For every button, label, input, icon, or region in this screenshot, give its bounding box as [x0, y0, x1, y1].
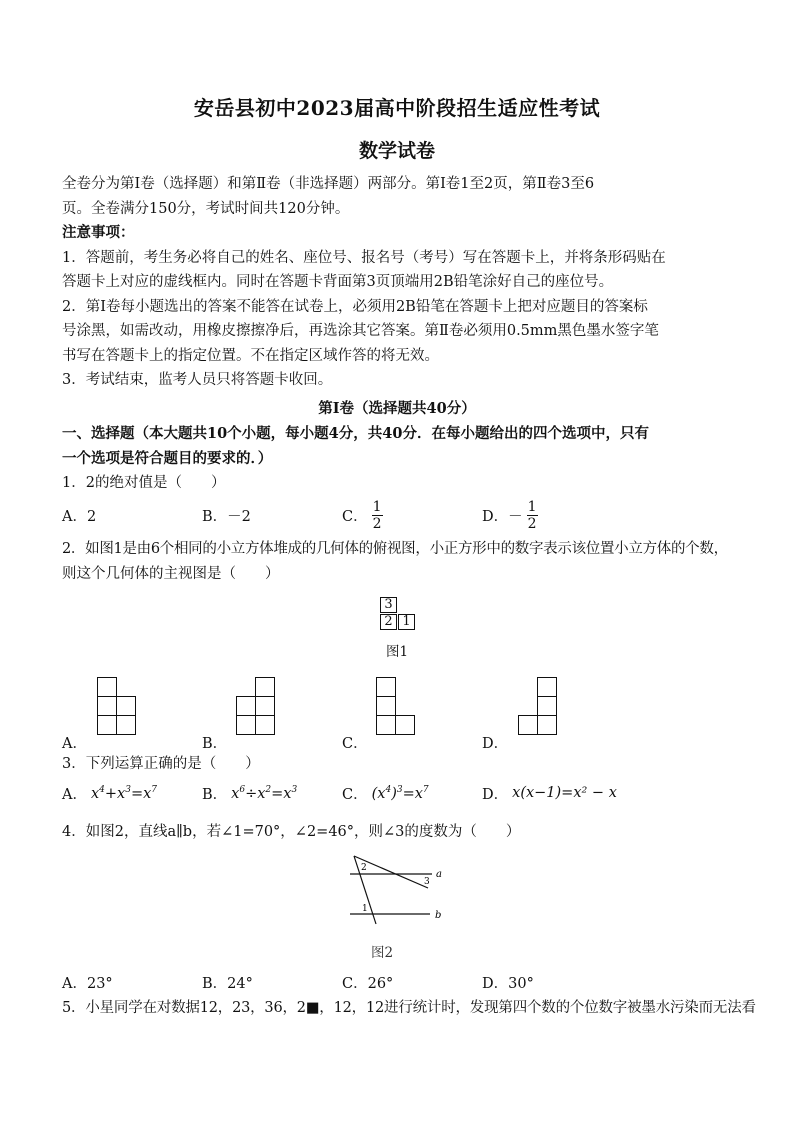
- cube-square: [255, 696, 275, 716]
- q3-options: [62, 778, 738, 808]
- q2-option-d-label: D．: [482, 736, 509, 752]
- expr-exponent: 7: [151, 784, 158, 795]
- q3-stem: [62, 752, 738, 777]
- angle-1-label: 1: [362, 904, 368, 914]
- q1-option-c-label: C．: [342, 508, 368, 525]
- notice-line: 1．答题前，考生务必将自己的姓名、座位号、报名号（考号）写在答题卡上，并将条形码贴在: [62, 249, 666, 266]
- intro-line: 页。全卷满分150分，考试时间共120分钟。: [62, 200, 350, 217]
- grid-cell: 2: [380, 614, 397, 630]
- q2-option-a-label: A．: [62, 736, 87, 752]
- q3-option-a: [62, 778, 157, 808]
- notice-heading: 注意事项：: [62, 224, 135, 241]
- grid-cell: 1: [398, 614, 415, 630]
- expr-exponent: 3: [125, 784, 131, 795]
- expr-part: =x: [402, 785, 423, 802]
- q5-stem-line: 5．小星同学在对数据12，23，36，2■，12，12进行统计时，发现第四个数的个位数字被墨水污染而无法看: [62, 1000, 756, 1016]
- cube-square: [537, 715, 557, 735]
- cube-square: [376, 696, 396, 716]
- q3-option-b: [202, 778, 297, 808]
- expr-part: =x: [130, 785, 152, 802]
- figure-1-caption: 图1: [386, 644, 409, 660]
- q1-stem: 1．2的绝对值是（ ）: [62, 475, 226, 491]
- q2-option-b-label: B．: [202, 736, 228, 752]
- q3-option-c: [342, 778, 429, 808]
- q1-options: [62, 495, 738, 535]
- cube-square: [97, 677, 117, 697]
- q2-stem: [62, 537, 738, 586]
- exam-title: 安岳县初中2023届高中阶段招生适应性考试: [193, 96, 601, 120]
- cube-square: [255, 677, 275, 697]
- exam-subtitle: 数学试卷: [358, 140, 435, 162]
- expr-exponent: 4: [99, 784, 105, 795]
- q4-option-c: C．26°: [342, 975, 394, 992]
- notice-line: 号涂黑，如需改动，用橡皮擦擦净后，再选涂其它答案。第Ⅱ卷必须用0.5mm黑色墨水签字笔: [62, 323, 659, 339]
- cube-square: [236, 696, 256, 716]
- cube-square: [97, 696, 117, 716]
- expr-exponent: 3: [291, 784, 298, 795]
- cube-square: [116, 696, 136, 716]
- q4-option-b: B．24°: [202, 975, 253, 992]
- q1-option-d: [482, 495, 538, 535]
- fraction-denominator: 2: [372, 515, 382, 532]
- q4-option-a: A．23°: [62, 975, 113, 992]
- q2-stem-line: 则这个几何体的主视图是（ ）: [62, 565, 280, 582]
- q3-option-a-expr: [91, 785, 157, 802]
- q3-option-d-expr: x(x−1)=x² − x: [512, 785, 617, 801]
- expr-exponent: 7: [422, 784, 429, 795]
- grid-cell: 3: [380, 597, 397, 613]
- q3-option-b-expr: [231, 785, 297, 802]
- expr-part: ÷x: [245, 785, 266, 802]
- notice-line: 2．第Ⅰ卷每小题选出的答案不能答在试卷上，必须用2B铅笔在答题卡上把对应题目的答案标: [62, 298, 648, 315]
- line-a-label: a: [436, 869, 442, 880]
- angle-2-label: 2: [361, 863, 367, 873]
- q3-option-a-label: A．: [62, 786, 87, 803]
- expr-part: x: [90, 785, 100, 802]
- q2-option-c-label: C．: [342, 736, 368, 752]
- section-heading: 第Ⅰ卷（选择题共40分）: [318, 400, 476, 417]
- line-b-label: b: [435, 910, 442, 921]
- cube-square: [255, 715, 275, 735]
- cube-square: [537, 696, 557, 716]
- expr-exponent: 6: [239, 784, 246, 795]
- instruction-line: 一个选项是符合题目的要求的．）: [62, 449, 273, 467]
- fraction-numerator: 1: [527, 498, 537, 515]
- figure-2-caption: 图2: [371, 945, 394, 961]
- intro-line: 全卷分为第Ⅰ卷（选择题）和第Ⅱ卷（非选择题）两部分。第Ⅰ卷1至2页，第Ⅱ卷3至6: [62, 176, 595, 192]
- cube-square: [97, 715, 117, 735]
- expr-part: (x: [371, 785, 386, 802]
- q3-option-c-expr: [372, 785, 429, 802]
- q3-option-d-label: D．: [482, 786, 509, 803]
- expr-part: ): [391, 785, 397, 802]
- q4-options: [62, 968, 738, 996]
- fraction: [527, 499, 538, 532]
- notice-line: 答题卡上对应的虚线框内。同时在答题卡背面第3页顶端用2B铅笔涂好自己的座位号。: [62, 274, 614, 290]
- expr-part: +x: [104, 785, 126, 802]
- q3-option-d: [482, 778, 617, 808]
- figure-2-diagram: [340, 852, 460, 930]
- cube-square: [537, 677, 557, 697]
- fraction-numerator: 1: [372, 498, 382, 515]
- q2-stem-line: 2．如图1是由6个相同的小立方体堆成的几何体的俯视图，小正方形中的数字表示该位置小立方体的个数，: [62, 541, 728, 557]
- expr-exponent: 2: [265, 784, 272, 795]
- cube-square: [236, 715, 256, 735]
- q4-option-d: D．30°: [482, 975, 534, 992]
- expr-exponent: 4: [385, 784, 392, 795]
- q4-stem: [62, 820, 738, 845]
- cube-square: [518, 715, 538, 735]
- cube-square: [116, 715, 136, 735]
- q1-option-a: A．2: [62, 508, 97, 525]
- expr-exponent: 3: [396, 784, 403, 795]
- expr-part: x: [231, 785, 240, 802]
- intro-paragraph: [62, 172, 738, 393]
- fraction: [372, 499, 383, 532]
- q4-stem-line: 4．如图2，直线a∥b，若∠1=70°，∠2=46°，则∠3的度数为（ ）: [62, 824, 521, 840]
- section-instructions: [62, 422, 738, 496]
- q1-option-b: B．－2: [202, 508, 251, 525]
- cube-square: [395, 715, 415, 735]
- q3-option-c-label: C．: [342, 786, 368, 803]
- instruction-line: 一、选择题（本大题共10个小题，每小题4分，共40分．在每小题给出的四个选项中，只有: [62, 425, 649, 442]
- expr-part: =x: [271, 785, 292, 802]
- q1-option-d-label: D．－: [482, 508, 523, 525]
- q3-stem-line: 3．下列运算正确的是（ ）: [62, 756, 260, 772]
- notice-line: 书写在答题卡上的指定位置。不在指定区域作答的将无效。: [62, 347, 439, 364]
- q5-stem: [62, 996, 756, 1021]
- q1-option-c: [342, 495, 383, 535]
- notice-line: 3．考试结束，监考人员只将答题卡收回。: [62, 372, 333, 388]
- angle-3-label: 3: [424, 877, 430, 887]
- cube-square: [376, 677, 396, 697]
- q3-option-b-label: B．: [202, 786, 228, 803]
- cube-square: [376, 715, 396, 735]
- fraction-denominator: 2: [527, 515, 537, 532]
